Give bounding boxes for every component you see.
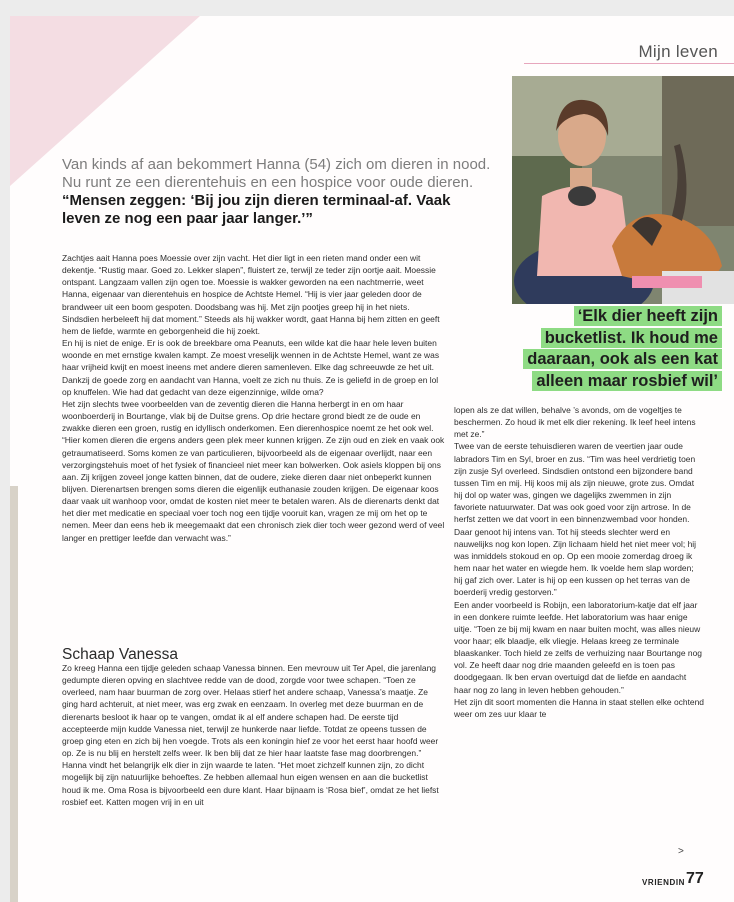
pull-quote [422,306,722,392]
section-title: Mijn leven [638,42,718,61]
body-paragraph: Het zijn dit soort momenten die Hanna in staat stellen elke ochtend weer om zes uur klaar te [454,696,704,719]
body-paragraph: Zachtjes aait Hanna poes Moessie over zijn vacht. Het dier ligt in een rieten mand onder een wit dekentje. “Rustig maar. Goed zo. Lekker slapen”, fluistert ze, terwijl ze teder zijn oortje aait. Moessie ontspant. Langzaam vallen zijn ogen toe. Moessie is wakker geworden na een nachtmerrie, weet Hanna, eigenaar van dierentehuis en hospice de Achtste Hemel. “Hij is vier jaar geleden door de brandweer uit een boom gespoten. Doodsbang was hij. Met zijn pootjes greep hij in het niets. Sindsdien herbeleeft hij dat moment.” Steeds als hij wakker wordt, gaat Hanna bij hem zitten en geeft hem de liefde, warmte en geborgenheid die hij zoekt. [62,253,440,336]
body-column-left-bottom [62,662,446,808]
pull-quote-line: daaraan, ook als een kat [523,349,722,369]
adjacent-page-edge [10,486,18,902]
body-paragraph: Hanna vindt het belangrijk elk dier in zijn waarde te laten. “Het moet zichzelf kunnen zijn, zo dicht mogelijk bij zijn natuurlijke behoeftes. Ze hebben allemaal hun eigen wensen en aan die bucketlist houd ik me. Oma Rosa is bijvoorbeeld een dure klant. Haar bijnaam is ‘Rosa bief’, omdat ze het liefst rosbief eet. Katten mogen vrij in en uit [62,760,439,807]
section-underline [524,63,734,64]
article-intro [62,156,492,228]
continue-arrow-icon: > [678,846,684,857]
intro-quote: “Mensen zeggen: ‘Bij jou zijn dieren terminaal-af. Vaak leven ze nog een paar jaar langer.’” [62,192,451,227]
body-paragraph: lopen als ze dat willen, behalve ’s avonds, om de vogeltjes te beschermen. Zo houd ik met elk dier rekening. Ik leef heel intens met ze.” [454,405,696,440]
body-paragraph: Een ander voorbeeld is Robijn, een laboratorium-katje dat elf jaar in een donkere ruimte leefde. Het laboratorium was haar enige uitje. “Toen ze bij mij kwam en naar buiten mocht, was alles nieuw voor haar; elk blaadje, elk vliegje. Helaas kreeg ze terminale blaaskanker. Toch hield ze zelfs de verhuizing naar Bourtange nog vol. Ze heeft daar nog drie maanden geleefd en is toen pas doodgegaan. Ik ben ervan overtuigd dat de liefde en aandacht haar nog zo lang in leven hebben gehouden.” [454,599,702,695]
magazine-brand: VRIENDIN [642,878,686,887]
page-number: 77 [686,870,704,887]
intro-lead: Van kinds af aan bekommert Hanna (54) zich om dieren in nood. Nu runt ze een dierentehuis en een hospice voor oude dieren. [62,156,491,191]
subheading: Schaap Vanessa [62,646,179,663]
pull-quote-line: ‘Elk dier heeft zijn [574,306,722,326]
body-paragraph: En hij is niet de enige. Er is ook de breekbare oma Peanuts, een wilde kat die haar hele leven buiten woonde en met ernstige kwalen kampt. Ze moest vreselijk wennen in de Achtste Hemel, want ze was haar vrijheid kwijt en moest ineens met andere dieren samenleven. Elke dag schreeuwde ze het uit. Dankzij de goede zorg en aandacht van Hanna, voelt ze zich nu thuis. Ze is geliefd in de groep en lol op knuffelen. Wie had dat gedacht van deze eigenzinnige, wilde oma? [62,338,440,397]
pull-quote-line: alleen maar rosbief wil’ [532,371,722,391]
body-column-left-top [62,252,446,544]
body-paragraph: Zo kreeg Hanna een tijdje geleden schaap Vanessa binnen. Een mevrouw uit Ter Apel, die jarenlang gedumpte dieren opving en slachtvee redde van de dood, zorgde voor twee schapen. “Toen ze overleed, nam haar buurman de zorg over. Helaas stierf het andere schaap, Vanessa’s maatje. Ze ging hard achteruit, at niet meer, was erg zwak en eenzaam. In overleg met deze buurman en de dierenarts besloot ik haar op te vangen, omdat ik al elf andere schapen had. De eerste tijd accepteerde mijn kudde Vanessa niet, terwijl ze hunkerde naar liefde. Totdat ze opeens tussen de groep ging eten en zich bij hen voegde. Trots als een koningin hief ze voor het eerst haar hoofd weer op. Ze is nu blij en herstelt zelfs weer. Ik ben blij dat ze hier haar laatste fase mag doorbrengen.” [62,663,439,759]
body-paragraph: Twee van de eerste tehuisdieren waren de veertien jaar oude labradors Tim en Syl, broer en zus. “Tim was heel verdrietig toen zijn zusje Syl overleed. Sindsdien ontstond een bijzondere band tussen Tim en mij. Hij koos mij als zijn nieuwe, grote zus. Omdat hij dol op water was, gingen we dagelijks zwemmen in zijn favoriete natuurwater. Dat was ook goed voor zijn artrose. In de herfst zetten we dat voort in een binnenzwembad voor honden. Daar genoot hij intens van. Tot hij steeds slechter werd en nauwelijks nog kon lopen. Zijn lichaam hield het niet meer vol; hij was inmiddels stokoud en op. Op een mooie zomerdag droeg ik hem naar het water en wiegde hem. Ik voelde hem slap worden; hij gaf zich over. Later is hij op een kussen op het terras van de boerderij vredig gestorven.” [454,441,697,598]
magazine-page [10,16,734,902]
pull-quote-line: bucketlist. Ik houd me [541,328,722,348]
photo-illustration [512,76,734,304]
portrait-photo [512,76,734,304]
body-column-right [454,404,704,720]
body-paragraph: Het zijn slechts twee voorbeelden van de zeventig dieren die Hanna herbergt in en om haar woonboerderij in Bourtange, vlak bij de Duitse grens. Op drie hectare grond biedt ze de oude en zwakke dieren een groen, rustig en idyllisch onderkomen. Een dierenhospice noemt ze het ook wel. “Hier komen dieren die ergens anders geen plek meer kunnen krijgen. Ze zijn oud en ziek en vaak ook getraumatiseerd. Soms komen ze van particulieren, bijvoorbeeld als de eigenaar overlijdt, naar een verzorgingstehuis moet of het fysiek of financieel niet meer kan bolwerken. Ook asiels kloppen bij ons aan. Zij krijgen zoveel jonge katten binnen, dat de oudere, zieke dieren daar niet onbeperkt kunnen blijven. Dierenartsen brengen soms dieren die eigenlijk euthanasie zouden krijgen. De eigenaar koos daar vaak uit wanhoop voor, omdat de kosten niet meer te betalen waren. Als de dierenarts denkt dat het dier met medicatie en speciaal voer toch nog een tijdje vooruit kan, vragen ze mij om het op te nemen. Meer dan eens heb ik meegemaakt dat een chronisch ziek dier toch weer gezond werd of veel langer en prettiger leefde dan verwacht was.” [62,398,445,543]
